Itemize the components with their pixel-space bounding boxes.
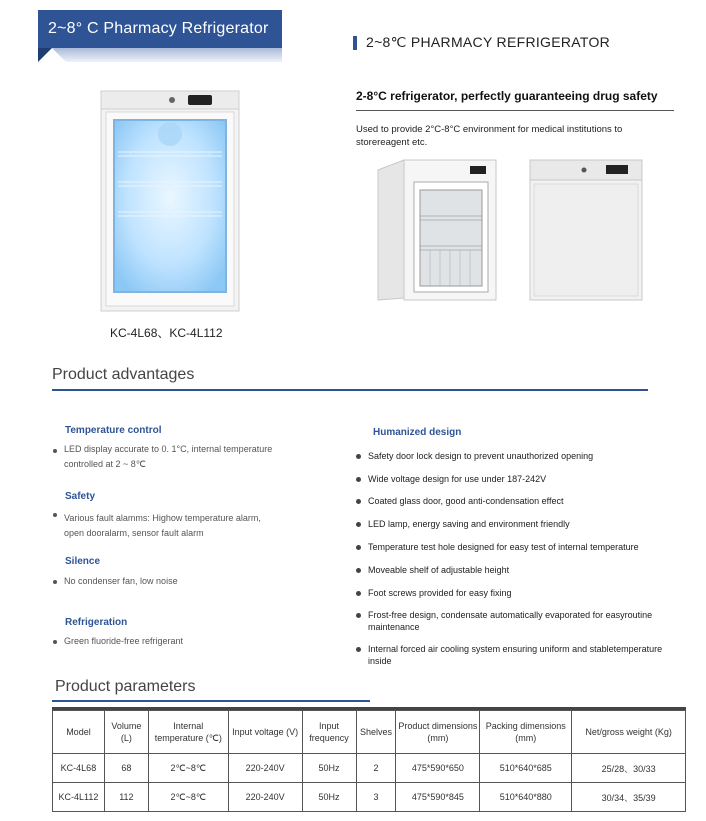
table-cell: 475*590*650: [396, 754, 480, 783]
header-cell: Input voltage (V): [228, 711, 302, 754]
bullet-icon: [356, 647, 361, 652]
bullet-icon: [53, 640, 57, 644]
table-cell: 50Hz: [302, 754, 356, 783]
bullet-icon: [356, 477, 361, 482]
table-row: [53, 754, 686, 783]
humanized-item: Coated glass door, good anti-condensation effect: [356, 495, 678, 507]
fridge-side-view-image: [374, 158, 502, 304]
table-cell: 30/34、35/39: [572, 783, 686, 812]
humanized-item: Frost-free design, condensate automatically evaporated for easyroutine maintenance: [356, 609, 678, 633]
safety-text: Various fault alamms: Highow temperature alarm, open dooralarm, sensor fault alarm: [64, 513, 261, 538]
category-temperature-control: Temperature control: [65, 425, 162, 436]
category-humanized-design: Humanized design: [373, 427, 462, 438]
humanized-item: Temperature test hole designed for easy test of internal temperature: [356, 541, 678, 553]
bullet-icon: [53, 449, 57, 453]
category-safety: Safety: [65, 491, 96, 502]
table-cell: 2: [356, 754, 396, 783]
table-cell: KC-4L112: [53, 783, 105, 812]
banner-strip: [38, 48, 282, 62]
header-cell: Internal temperature (℃): [148, 711, 228, 754]
table-cell: 2℃~8℃: [148, 754, 228, 783]
header-cell: Shelves: [356, 711, 396, 754]
table-cell: 68: [104, 754, 148, 783]
bullet-icon: [356, 613, 361, 618]
header-cell: Product dimensions (mm): [396, 711, 480, 754]
table-cell: 112: [104, 783, 148, 812]
table-cell: 25/28、30/33: [572, 754, 686, 783]
right-title: 2~8℃ PHARMACY REFRIGERATOR: [366, 34, 611, 50]
table-cell: 3: [356, 783, 396, 812]
category-silence: Silence: [65, 556, 101, 567]
subheading-divider: [356, 110, 674, 111]
table-cell: KC-4L68: [53, 754, 105, 783]
title-accent-bar: [353, 36, 357, 50]
bullet-icon: [356, 454, 361, 459]
intro-description: Used to provide 2°C-8°C environment for medical institutions to storereagent etc.: [356, 124, 623, 148]
page-banner: [38, 10, 282, 48]
header-cell: Net/gross weight (Kg): [572, 711, 686, 754]
header-cell: Volume (L): [104, 711, 148, 754]
fridge-solid-door-image: [526, 158, 646, 304]
bullet-icon: [53, 513, 57, 517]
bullet-icon: [356, 568, 361, 573]
table-cell: 50Hz: [302, 783, 356, 812]
advantages-title: Product advantages: [52, 366, 195, 383]
silence-text: No condenser fan, low noise: [64, 576, 178, 586]
table-cell: 510*640*880: [480, 783, 572, 812]
table-cell: 220-240V: [228, 783, 302, 812]
bullet-icon: [356, 522, 361, 527]
model-label: KC-4L68、KC-4L112: [110, 326, 223, 340]
parameters-table: [52, 710, 686, 812]
humanized-item: Wide voltage design for use under 187-242V: [356, 473, 678, 485]
humanized-item: Foot screws provided for easy fixing: [356, 587, 678, 599]
header-cell: Packing dimensions (mm): [480, 711, 572, 754]
intro-subheading: 2-8°C refrigerator, perfectly guaranteeing drug safety: [356, 89, 658, 103]
table-cell: 2℃~8℃: [148, 783, 228, 812]
table-cell: 220-240V: [228, 754, 302, 783]
table-cell: 510*640*685: [480, 754, 572, 783]
humanized-item: Moveable shelf of adjustable height: [356, 564, 678, 576]
category-refrigeration: Refrigeration: [65, 617, 128, 628]
parameters-title: Product parameters: [55, 678, 196, 695]
table-header-row: [53, 711, 686, 754]
header-cell: Model: [53, 711, 105, 754]
table-cell: 475*590*845: [396, 783, 480, 812]
humanized-item: LED lamp, energy saving and environment friendly: [356, 518, 678, 530]
banner-title: 2~8° C Pharmacy Refrigerator: [48, 20, 269, 37]
bullet-icon: [356, 591, 361, 596]
temperature-control-text: LED display accurate to 0. 1°C, internal temperature controlled at 2 ~ 8℃: [64, 444, 273, 469]
bullet-icon: [356, 499, 361, 504]
bullet-icon: [53, 580, 57, 584]
header-cell: Input frequency: [302, 711, 356, 754]
banner-tail: [38, 48, 52, 62]
advantages-divider: [52, 389, 648, 391]
humanized-item: Internal forced air cooling system ensuring uniform and stabletemperature inside: [356, 643, 678, 667]
bullet-icon: [356, 545, 361, 550]
main-fridge-image: [100, 90, 240, 312]
humanized-item: Safety door lock design to prevent unauthorized opening: [356, 450, 678, 462]
refrigeration-text: Green fluoride-free refrigerant: [64, 636, 184, 646]
table-row: [53, 783, 686, 812]
parameters-divider: [52, 700, 370, 702]
